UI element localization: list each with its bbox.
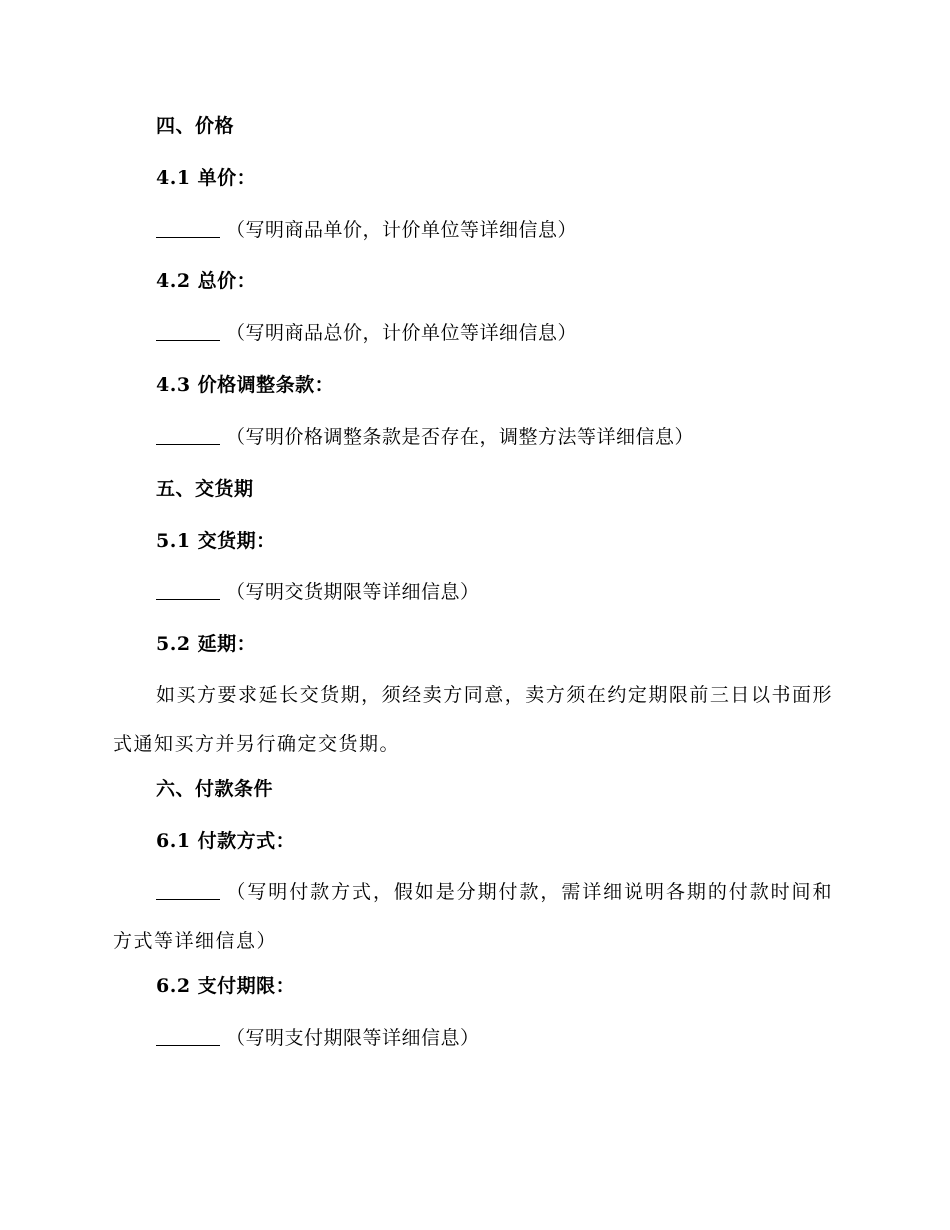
item-6-2-label: 6.2 支付期限： bbox=[156, 975, 296, 997]
item-5-1-label: 5.1 交货期： bbox=[156, 530, 276, 552]
item-6-1-label: 6.1 付款方式： bbox=[156, 830, 296, 852]
item-6-1-note: （写明付款方式，假如是分期付款，需详细说明各期的付款时间和方式等详细信息） bbox=[113, 881, 833, 952]
item-6-1-field bbox=[113, 868, 833, 966]
section-4-heading: 四、价格 bbox=[156, 115, 235, 137]
item-4-1-label: 4.1 单价： bbox=[156, 167, 257, 189]
fill-in-blank bbox=[156, 881, 220, 900]
fill-in-blank bbox=[156, 581, 220, 600]
fill-in-blank bbox=[156, 219, 220, 238]
fill-in-blank bbox=[156, 426, 220, 445]
section-5-heading: 五、交货期 bbox=[156, 478, 254, 500]
item-4-2-label: 4.2 总价： bbox=[156, 270, 257, 292]
item-4-2-note: （写明商品总价，计价单位等详细信息） bbox=[226, 322, 578, 344]
item-5-1-note: （写明交货期限等详细信息） bbox=[226, 581, 480, 603]
item-4-1-field bbox=[156, 218, 577, 242]
item-6-2-field bbox=[156, 1026, 480, 1050]
fill-in-blank bbox=[156, 1027, 220, 1046]
item-4-1-note: （写明商品单价，计价单位等详细信息） bbox=[226, 219, 578, 241]
item-4-3-field bbox=[156, 425, 694, 449]
item-4-3-note: （写明价格调整条款是否存在，调整方法等详细信息） bbox=[226, 426, 695, 448]
item-6-2-note: （写明支付期限等详细信息） bbox=[226, 1027, 480, 1049]
fill-in-blank bbox=[156, 322, 220, 341]
item-5-2-paragraph: 如买方要求延长交货期，须经卖方同意，卖方须在约定期限前三日以书面形式通知买方并另行确定交货期。 bbox=[113, 684, 833, 755]
section-6-heading: 六、付款条件 bbox=[156, 778, 274, 800]
item-5-2-label: 5.2 延期： bbox=[156, 633, 257, 655]
item-5-1-field bbox=[156, 580, 480, 604]
item-4-2-field bbox=[156, 321, 577, 345]
item-4-3-label: 4.3 价格调整条款： bbox=[156, 374, 335, 396]
